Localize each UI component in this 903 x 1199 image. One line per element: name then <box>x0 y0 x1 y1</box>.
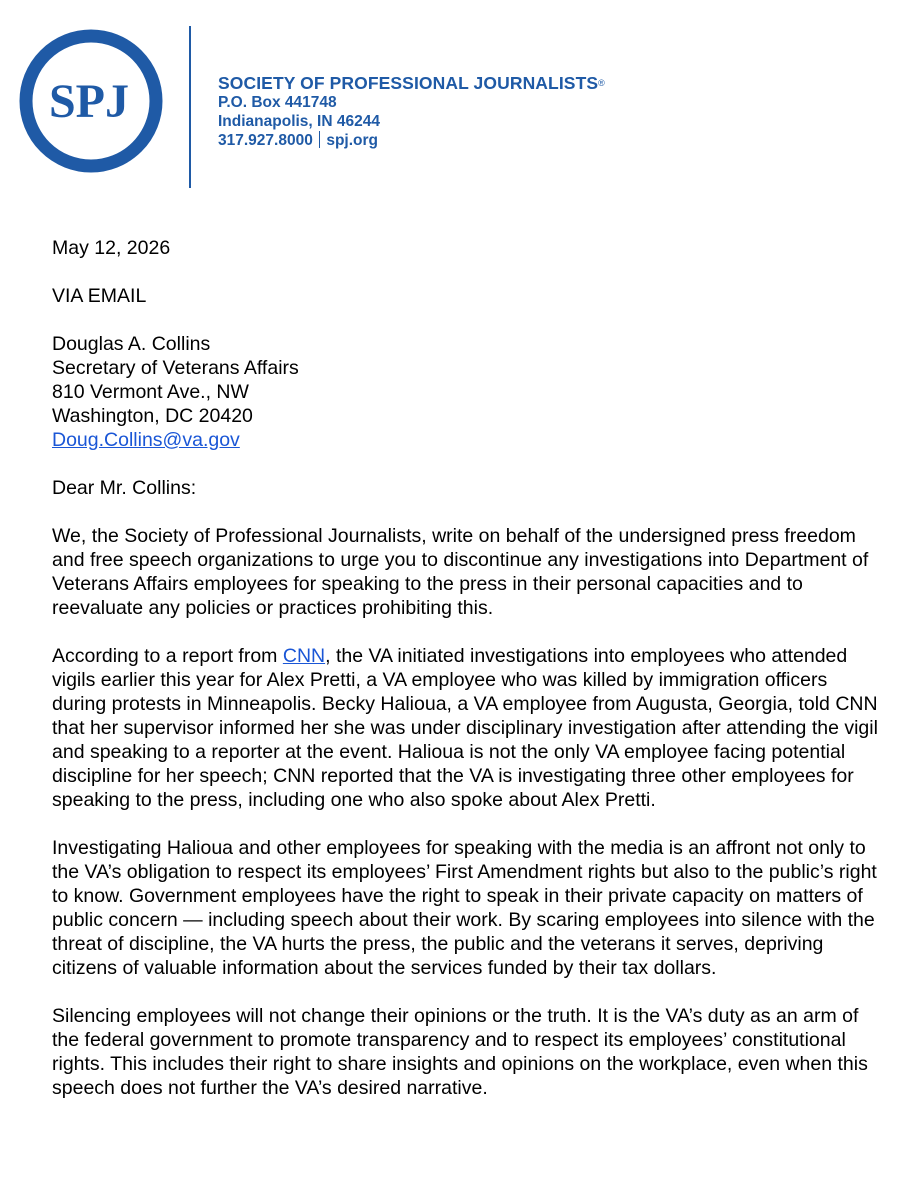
delivery-method: VIA EMAIL <box>52 285 147 307</box>
contact-separator <box>319 131 321 148</box>
contact-line <box>218 131 605 150</box>
cnn-report-link[interactable]: CNN <box>282 645 326 667</box>
org-name: SOCIETY OF PROFESSIONAL JOURNALISTS® <box>218 73 605 93</box>
letter-date: May 12, 2026 <box>52 237 171 259</box>
letterhead-divider <box>189 26 191 188</box>
org-info <box>218 73 605 150</box>
paragraph-2: According to a report from CNN, the VA initiated investigations into employees who attended vigils earlier this year for Alex Pretti, a VA employee who was killed by immigration officers during protests in Minneapolis. Becky Halioua, a VA employee from Augusta, Georgia, told CNN that her supervisor informed her she was under disciplinary investigation after attending the vigil and speaking to a reporter at the event. Halioua is not the only VA employee facing potential discipline for her speech; CNN reported that the VA is investigating three other employees for speaking to the press, including one who also spoke about Alex Pretti. <box>52 645 878 811</box>
recipient-title: Secretary of Veterans Affairs <box>52 357 299 379</box>
letterhead <box>0 0 903 200</box>
address-line-1: P.O. Box 441748 <box>218 94 337 111</box>
recipient-street: 810 Vermont Ave., NW <box>52 381 249 403</box>
recipient-name: Douglas A. Collins <box>52 333 211 355</box>
address-line-2: Indianapolis, IN 46244 <box>218 113 380 130</box>
recipient-email-link[interactable]: Doug.Collins@va.gov <box>52 429 240 451</box>
spj-logo <box>17 27 165 175</box>
website: spj.org <box>326 132 378 149</box>
salutation: Dear Mr. Collins: <box>52 477 197 499</box>
recipient-block <box>52 332 882 452</box>
recipient-city: Washington, DC 20420 <box>52 405 253 427</box>
paragraph-4: Silencing employees will not change their opinions or the truth. It is the VA’s duty as an arm of the federal government to promote transparency and to respect its employees’ constitutional rights. This includes their right to share insights and opinions on the workplace, even when this speech does not further the VA’s desired narrative. <box>52 1005 868 1099</box>
logo-text: SPJ <box>48 75 130 128</box>
letter-body <box>52 236 882 1100</box>
paragraph-3: Investigating Halioua and other employees for speaking with the media is an affront not only to the VA’s obligation to respect its employees’ First Amendment rights but also to the public’s right to know. Government employees have the right to speak in their private capacity on matters of public concern — including speech about their work. By scaring employees into silence with the threat of discipline, the VA hurts the press, the public and the veterans it serves, depriving citizens of valuable information about the services funded by their tax dollars. <box>52 837 877 979</box>
paragraph-1: We, the Society of Professional Journalists, write on behalf of the undersigned press freedom and free speech organizations to urge you to discontinue any investigations into Department of Veterans Affairs employees for speaking to the press in their personal capacities and to reevaluate any policies or practices prohibiting this. <box>52 525 869 619</box>
phone-number: 317.927.8000 <box>218 132 313 149</box>
